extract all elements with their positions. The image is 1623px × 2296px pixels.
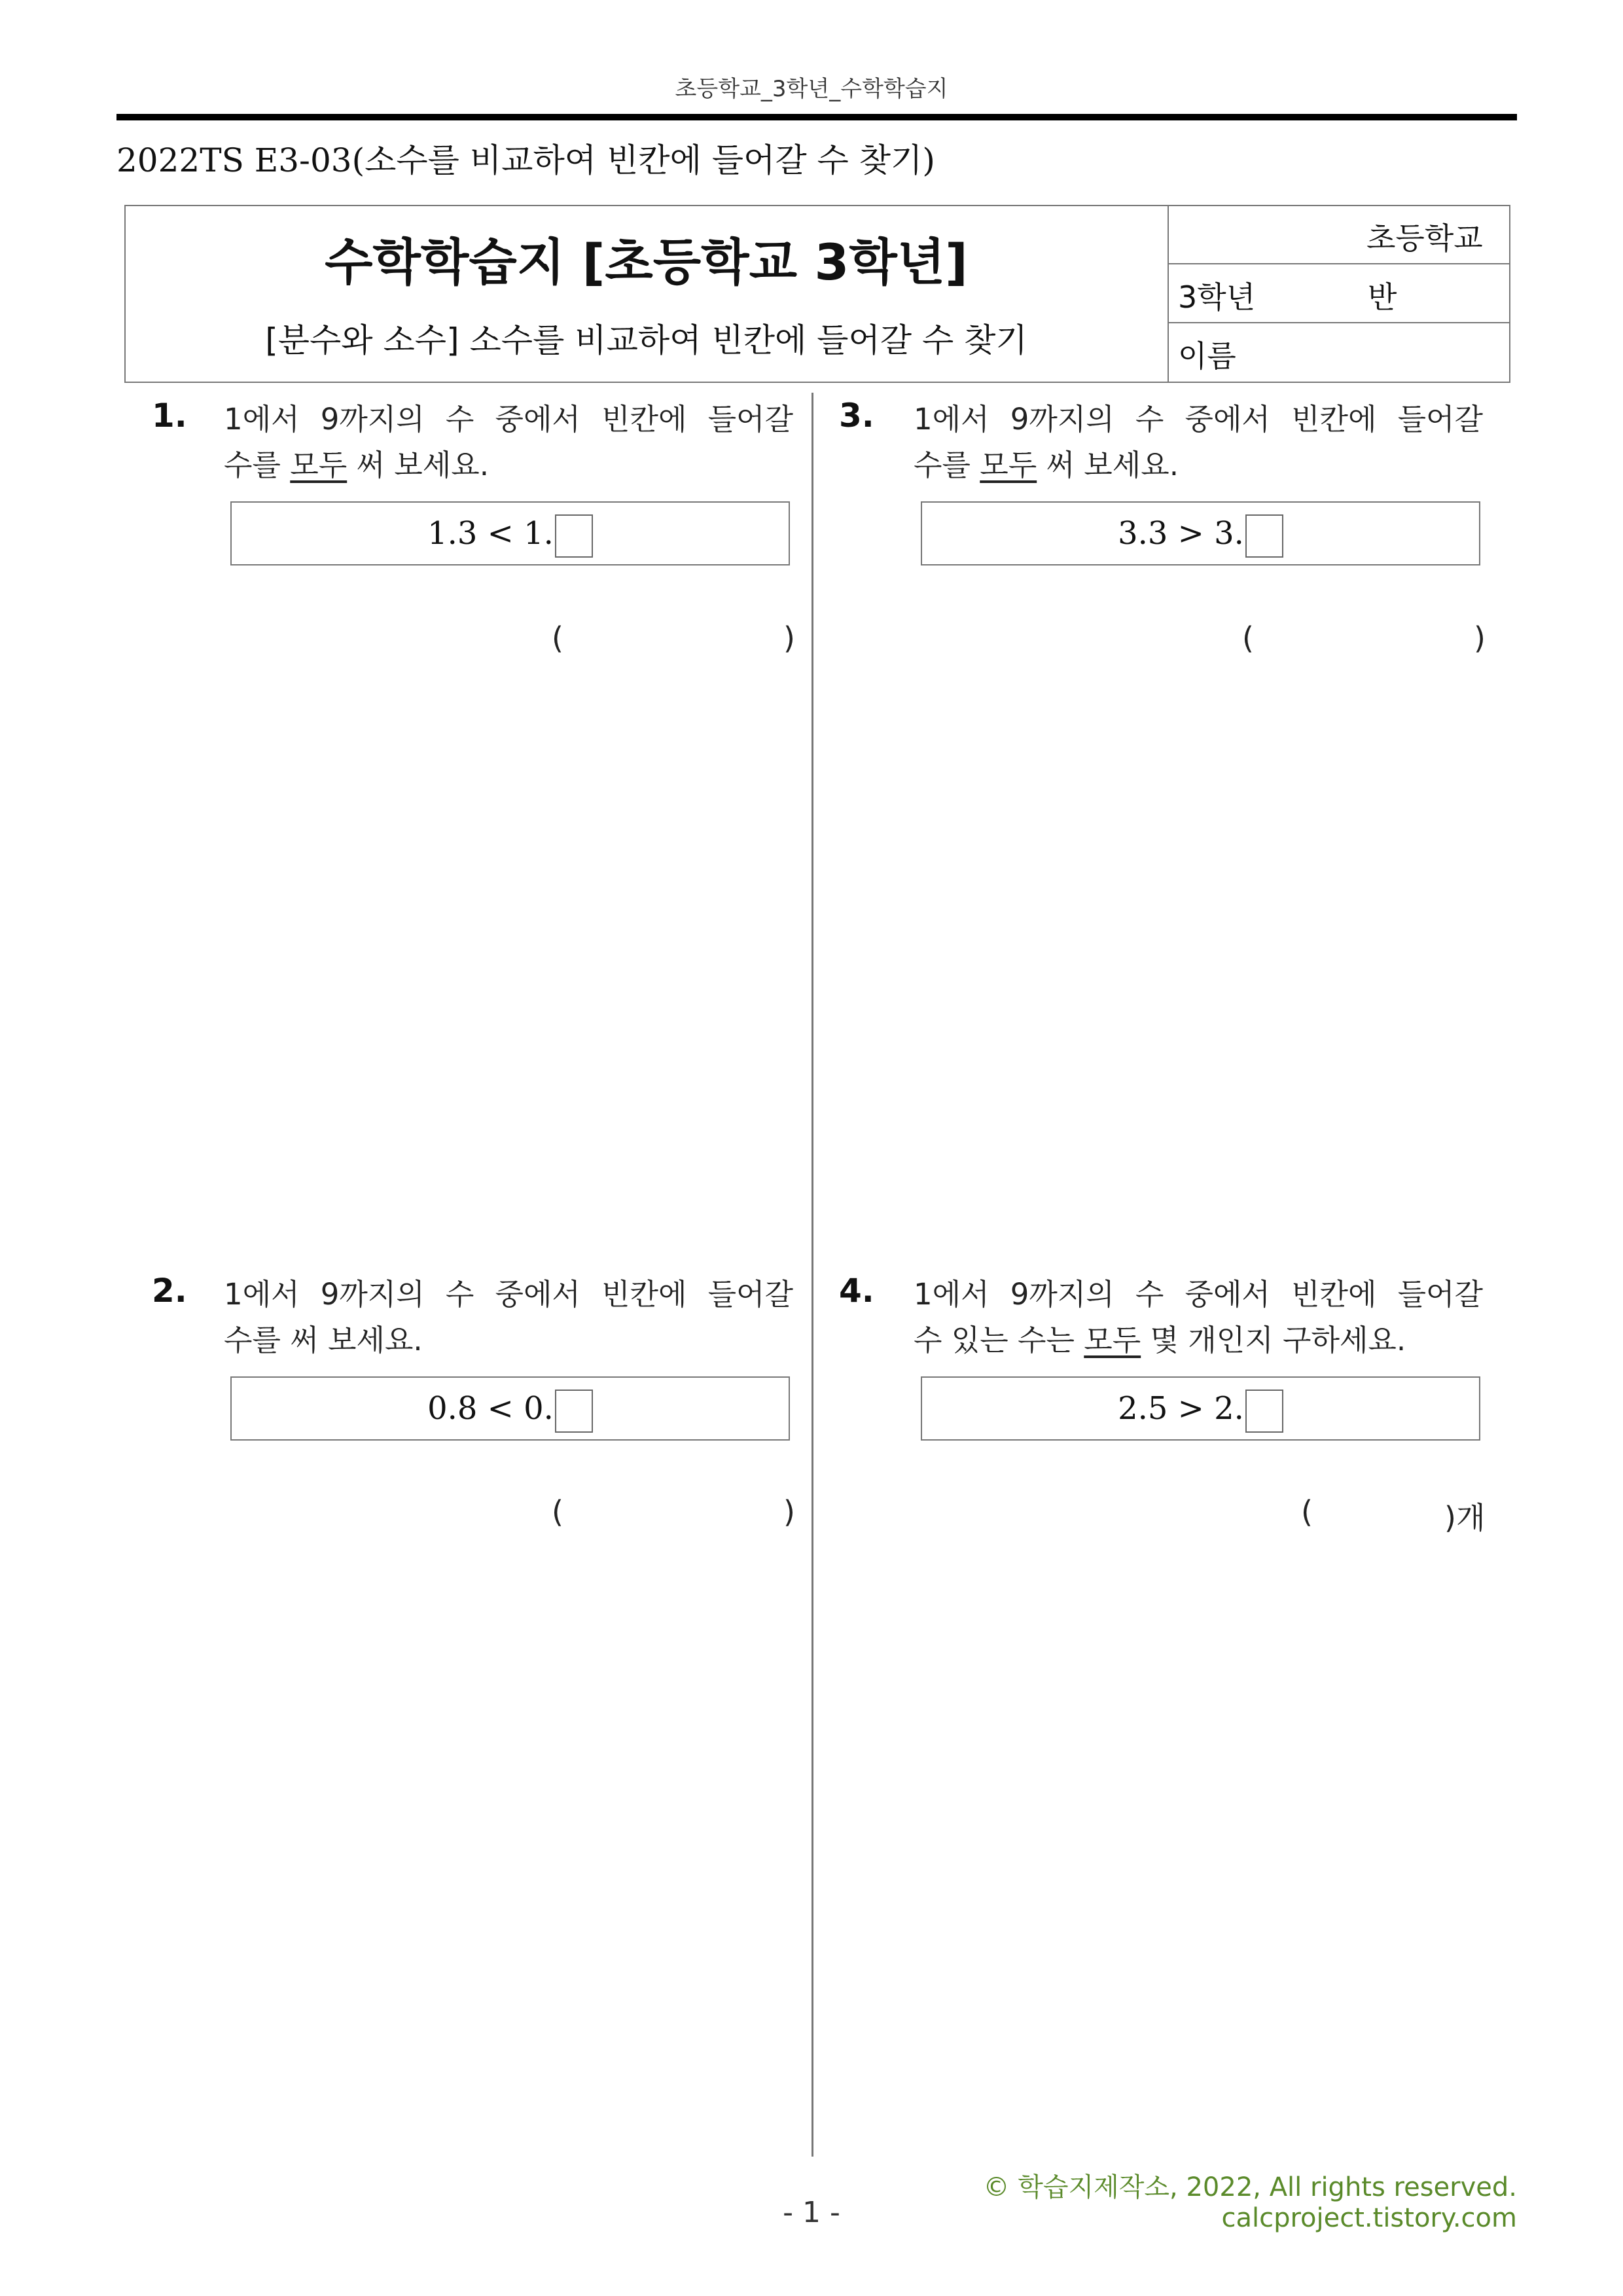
emphasis-text: 모두 xyxy=(290,448,348,482)
answer-open-paren: ( xyxy=(552,1494,563,1530)
info-row-line xyxy=(1168,322,1510,323)
worksheet-title: 수학학습지 [초등학교 3학년] xyxy=(325,233,968,291)
answer-field[interactable] xyxy=(569,615,779,661)
math-expression: 2.5 > 2. xyxy=(921,1376,1480,1441)
answer-close-paren: )개 xyxy=(1444,1500,1486,1535)
question-number: 4. xyxy=(839,1272,874,1310)
blank-square[interactable] xyxy=(555,1390,593,1433)
answer-close-paren: ) xyxy=(1474,620,1486,656)
answer-field[interactable] xyxy=(1260,615,1469,661)
footer-url-link[interactable]: calcproject.tistory.com xyxy=(1221,2203,1517,2233)
column-divider xyxy=(812,393,813,2157)
name-field-label: 이름 xyxy=(1178,338,1236,374)
question-number: 3. xyxy=(839,397,874,435)
blank-square[interactable] xyxy=(1245,1390,1283,1433)
answer-open-paren: ( xyxy=(1242,620,1254,656)
answer-field[interactable] xyxy=(569,1489,779,1535)
header-rule xyxy=(116,114,1517,120)
document-code: 2022TS E3-03(소수를 비교하여 빈칸에 들어갈 수 찾기) xyxy=(116,141,935,179)
answer-open-paren: ( xyxy=(552,620,563,656)
school-field-label: 초등학교 xyxy=(1366,221,1483,256)
question-text: 1에서 9까지의 수 중에서 빈칸에 들어갈 xyxy=(224,402,793,437)
question-text: 1에서 9까지의 수 중에서 빈칸에 들어갈 xyxy=(914,402,1483,437)
blank-square[interactable] xyxy=(1245,514,1283,558)
math-expression: 3.3 > 3. xyxy=(921,501,1480,565)
question-text: 수를 모두 써 보세요. xyxy=(914,448,1179,482)
question-text: 수를 써 보세요. xyxy=(224,1323,423,1357)
answer-close-paren: ) xyxy=(783,620,795,656)
grade-field-label: 3학년 xyxy=(1178,279,1256,315)
math-expression: 1.3 < 1. xyxy=(230,501,790,565)
math-expression: 0.8 < 0. xyxy=(230,1376,790,1441)
emphasis-text: 모두 xyxy=(980,448,1037,482)
question-number: 2. xyxy=(152,1272,187,1310)
blank-square[interactable] xyxy=(555,514,593,558)
copyright-text: © 학습지제작소, 2022, All rights reserved. xyxy=(983,2172,1517,2202)
info-divider xyxy=(1168,205,1169,383)
question-text: 수를 모두 써 보세요. xyxy=(224,448,489,482)
question-text: 1에서 9까지의 수 중에서 빈칸에 들어갈 xyxy=(914,1277,1483,1312)
emphasis-text: 모두 xyxy=(1084,1323,1141,1357)
answer-field[interactable] xyxy=(1317,1489,1441,1535)
info-row-line xyxy=(1168,263,1510,264)
answer-close-paren: ) xyxy=(783,1494,795,1530)
class-field-label: 반 xyxy=(1368,279,1397,315)
question-text: 수 있는 수는 모두 몇 개인지 구하세요. xyxy=(914,1323,1406,1357)
worksheet-subtitle: [분수와 소수] 소수를 비교하여 빈칸에 들어갈 수 찾기 xyxy=(265,321,1027,359)
question-text: 1에서 9까지의 수 중에서 빈칸에 들어갈 xyxy=(224,1277,793,1312)
page-number: - 1 - xyxy=(783,2196,840,2229)
question-number: 1. xyxy=(152,397,187,435)
running-header: 초등학교_3학년_수학학습지 xyxy=(675,76,948,102)
answer-open-paren: ( xyxy=(1301,1494,1313,1530)
